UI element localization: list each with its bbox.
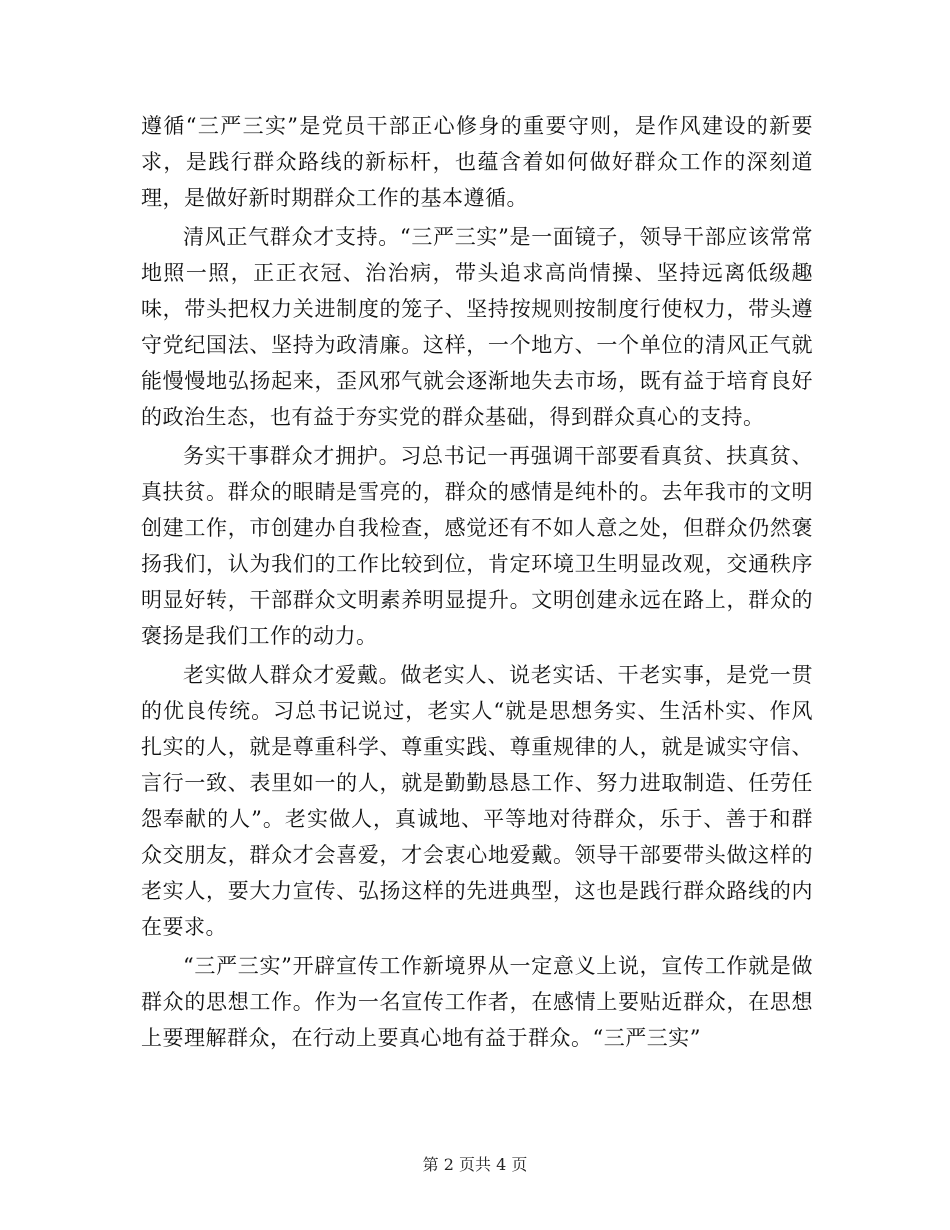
paragraph-1: 遵循“三严三实”是党员干部正心修身的重要守则，是作风建设的新要求，是践行群众路线的新标杆，也蕴含着如何做好群众工作的深刻道理，是做好新时期群众工作的基本遵循。 bbox=[141, 114, 813, 210]
document-body bbox=[141, 108, 813, 1059]
paragraph-4: 老实做人群众才爱戴。做老实人、说老实话、干老实事，是党一贯的优良传统。习总书记说过，老实人“就是思想务实、生活朴实、作风扎实的人，就是尊重科学、尊重实践、尊重规律的人，就是诚实守信、言行一致、表里如一的人，就是勤勤恳恳工作、努力进取制造、任劳任怨奉献的人”。老实做人，真诚地、平等地对待群众，乐于、善于和群众交朋友，群众才会喜爱，才会衷心地爱戴。领导干部要带头做这样的老实人，要大力宣传、弘扬这样的先进典型，这也是践行群众路线的内在要求。 bbox=[141, 663, 813, 939]
paragraph-5: “三严三实”开辟宣传工作新境界从一定意义上说，宣传工作就是做群众的思想工作。作为一名宣传工作者，在感情上要贴近群众，在思想上要理解群众，在行动上要真心地有益于群众。“三严三实” bbox=[141, 954, 813, 1050]
page-number-footer: 第 2 页共 4 页 bbox=[422, 1155, 528, 1174]
paragraph-3: 务实干事群众才拥护。习总书记一再强调干部要看真贫、扶真贫、真扶贫。群众的眼睛是雪亮的，群众的感情是纯朴的。去年我市的文明创建工作，市创建办自我检查，感觉还有不如人意之处，但群众仍然褒扬我们，认为我们的工作比较到位，肯定环境卫生明显改观，交通秩序明显好转，干部群众文明素养明显提升。文明创建永远在路上，群众的褒扬是我们工作的动力。 bbox=[141, 444, 813, 648]
paragraph-2: 清风正气群众才支持。“三严三实”是一面镜子，领导干部应该常常地照一照，正正衣冠、治治病，带头追求高尚情操、坚持远离低级趣味，带头把权力关进制度的笼子、坚持按规则按制度行使权力，带头遵守党纪国法、坚持为政清廉。这样，一个地方、一个单位的清风正气就能慢慢地弘扬起来，歪风邪气就会逐渐地失去市场，既有益于培育良好的政治生态，也有益于夯实党的群众基础，得到群众真心的支持。 bbox=[141, 225, 813, 429]
